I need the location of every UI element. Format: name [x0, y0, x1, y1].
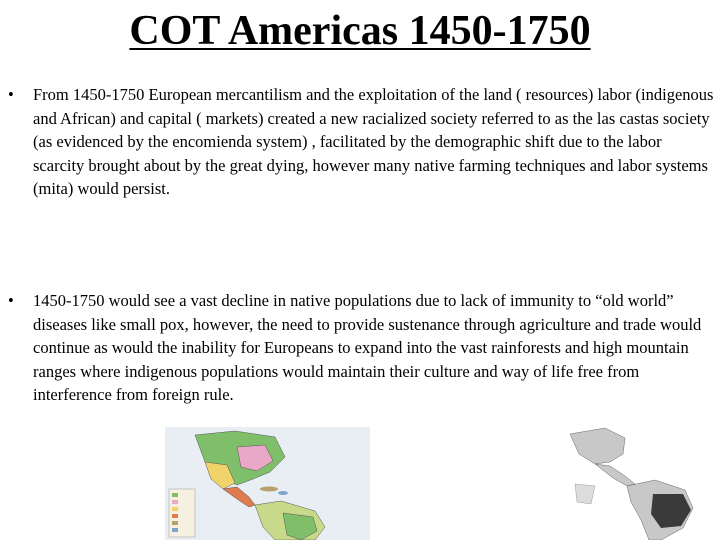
grayscale-americas-map-icon — [565, 424, 720, 540]
grayscale-americas-map-image — [565, 424, 720, 540]
bullet-marker: • — [8, 291, 14, 310]
colonial-americas-map-image — [165, 427, 370, 540]
bullet-marker: • — [8, 85, 14, 104]
bullet-text: From 1450-1750 European mercantilism and the exploitation of the land ( resources) labor (indigenous and African) and capital ( markets) created a new racialized society referred to as the las castas society (as evidenced by the encomienda system) , facilitated by the demographic shift due to the labor scarcity brought about by the great dying, however many native farming techniques and labor systems (mita) would persist. — [33, 85, 714, 199]
colonial-americas-map-icon — [165, 427, 370, 540]
bullet-text: 1450-1750 would see a vast decline in native populations due to lack of immunity to “old world” diseases like small pox, however, the need to provide sustenance through agriculture and trade would continue as would the inability for Europeans to expand into the vast rainforests and high mountain ranges where indigenous populations would maintain their culture and way of life free from interference from foreign rule. — [33, 291, 702, 405]
slide-title: COT Americas 1450-1750 — [129, 8, 591, 54]
